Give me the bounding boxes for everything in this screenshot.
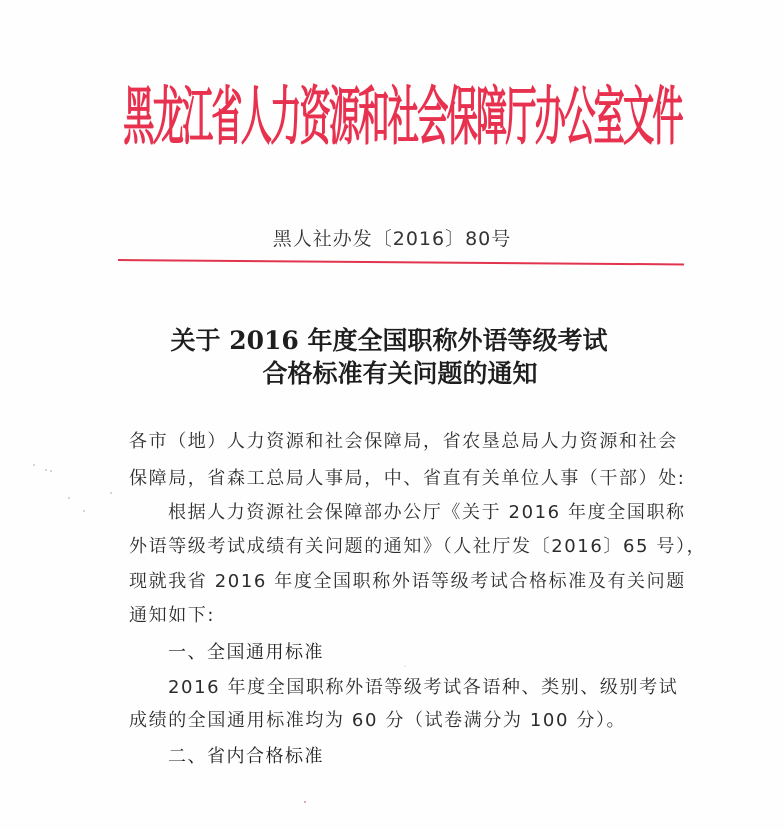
section-1-line-2: 成绩的全国通用标准均为 60 分（试卷满分为 100 分）。 bbox=[129, 710, 627, 731]
scan-speck bbox=[68, 497, 70, 499]
document-title-line-1: 关于 2016 年度全国职称外语等级考试 bbox=[170, 326, 608, 355]
intro-line-2: 外语等级考试成绩有关问题的通知》（人社厅发〔2016〕65 号）， bbox=[129, 536, 707, 557]
scan-speck bbox=[45, 469, 47, 471]
addressee-line-1: 各市（地）人力资源和社会保障局，省农垦总局人力资源和社会 bbox=[129, 431, 678, 452]
masthead bbox=[116, 78, 688, 158]
intro-line-3: 现就我省 2016 年度全国职称外语等级考试合格标准及有关问题 bbox=[129, 571, 686, 592]
section-heading-2: 二、省内合格标准 bbox=[168, 746, 324, 767]
section-1-line-1: 2016 年度全国职称外语等级考试各语种、类别、级别考试 bbox=[168, 677, 679, 698]
scan-speck bbox=[33, 464, 35, 466]
addressee-line-2: 保障局，省森工总局人事局，中、省直有关单位人事（干部）处: bbox=[129, 468, 686, 489]
section-heading-1: 一、全国通用标准 bbox=[168, 642, 324, 663]
masthead-title: 黑龙江省人力资源和社会保障厅办公室文件 bbox=[122, 81, 682, 155]
document-number: 黑人社办发〔2016〕80号 bbox=[272, 228, 512, 250]
scan-speck bbox=[83, 510, 85, 512]
scan-speck bbox=[304, 801, 306, 803]
scan-speck bbox=[110, 492, 112, 494]
red-divider-rule bbox=[118, 259, 684, 265]
scan-speck bbox=[50, 470, 52, 472]
intro-line-1: 根据人力资源社会保障部办公厅《关于 2016 年度全国职称 bbox=[168, 502, 686, 523]
scan-speck bbox=[404, 665, 406, 667]
intro-line-4: 通知如下: bbox=[129, 605, 216, 626]
document-title-line-2: 合格标准有关问题的通知 bbox=[262, 359, 538, 388]
